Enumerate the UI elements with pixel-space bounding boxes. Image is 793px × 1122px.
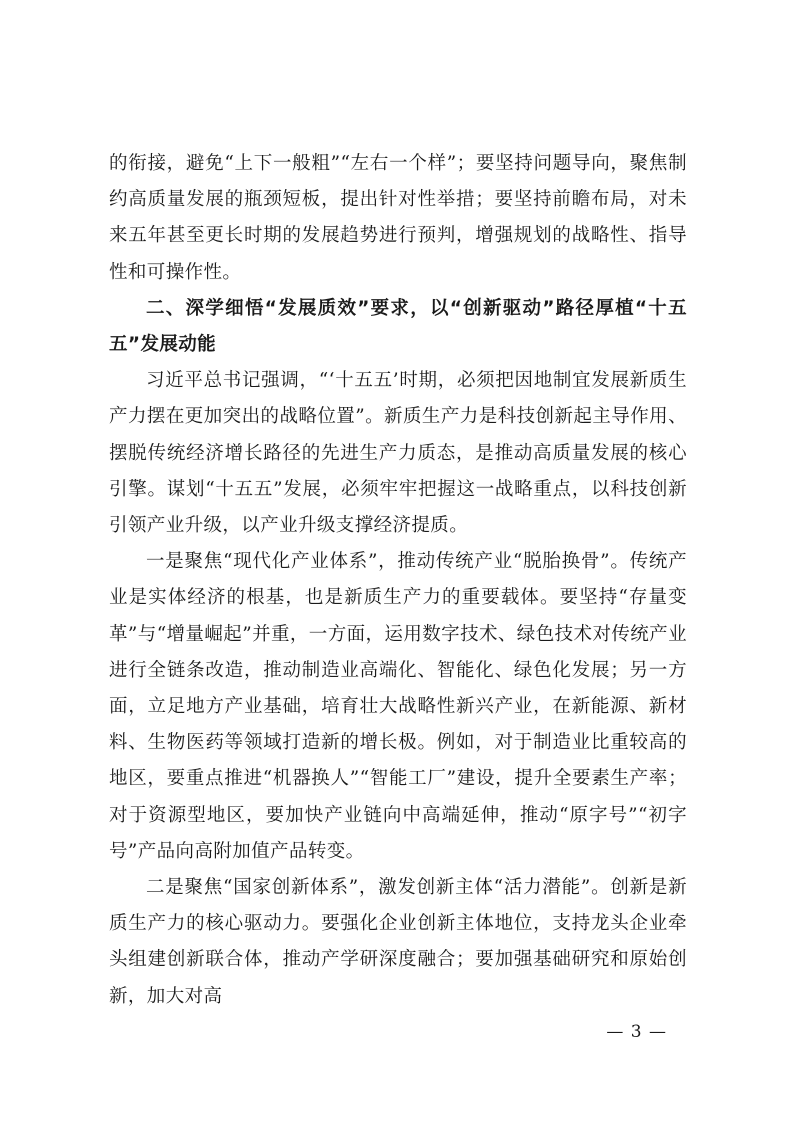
paragraph-point-one: 一是聚焦“现代化产业体系”，推动传统产业“脱胎换骨”。传统产业是实体经济的根基，也是新质生产力的重要载体。要坚持“存量变革”与“增量崛起”并重，一方面，运用数字技术、绿色技术对传统产业进行全链条改造，推动制造业高端化、智能化、绿色化发展；另一方面，立足地方产业基础，培育壮大战略性新兴产业，在新能源、新材料、生物医药等领域打造新的增长极。例如，对于制造业比重较高的地区，要重点推进“机器换人”“智能工厂”建设，提升全要素生产率；对于资源型地区，要加快产业链向中高端延伸，推动“原字号”“初字号”产品向高附加值产品转变。 bbox=[109, 551, 687, 862]
section-heading: 二、深学细悟“发展质效”要求，以“创新驱动”路径厚植“十五五”发展动能 bbox=[109, 297, 687, 356]
paragraph-intro: 习近平总书记强调，“‘十五五’时期，必须把因地制宜发展新质生产力摆在更加突出的战略位置”。新质生产力是科技创新起主导作用、摆脱传统经济增长路径的先进生产力质态，是推动高质量发展的核心引擎。谋划“十五五”发展，必须牢牢把握这一战略重点，以科技创新引领产业升级，以产业升级支撑经济提质。 bbox=[109, 370, 687, 537]
page-number: — 3 — bbox=[606, 1022, 667, 1042]
document-body bbox=[109, 146, 687, 1015]
paragraph-continuation: 的衔接，避免“上下一般粗”“左右一个样”；要坚持问题导向，聚焦制约高质量发展的瓶颈短板，提出针对性举措；要坚持前瞻布局，对未来五年甚至更长时期的发展趋势进行预判，增强规划的战略性、指导性和可操作性。 bbox=[109, 153, 687, 283]
paragraph-point-two: 二是聚焦“国家创新体系”，激发创新主体“活力潜能”。创新是新质生产力的核心驱动力。要强化企业创新主体地位，支持龙头企业牵头组建创新联合体，推动产学研深度融合；要加强基础研究和原始创新，加大对高 bbox=[109, 877, 687, 1007]
